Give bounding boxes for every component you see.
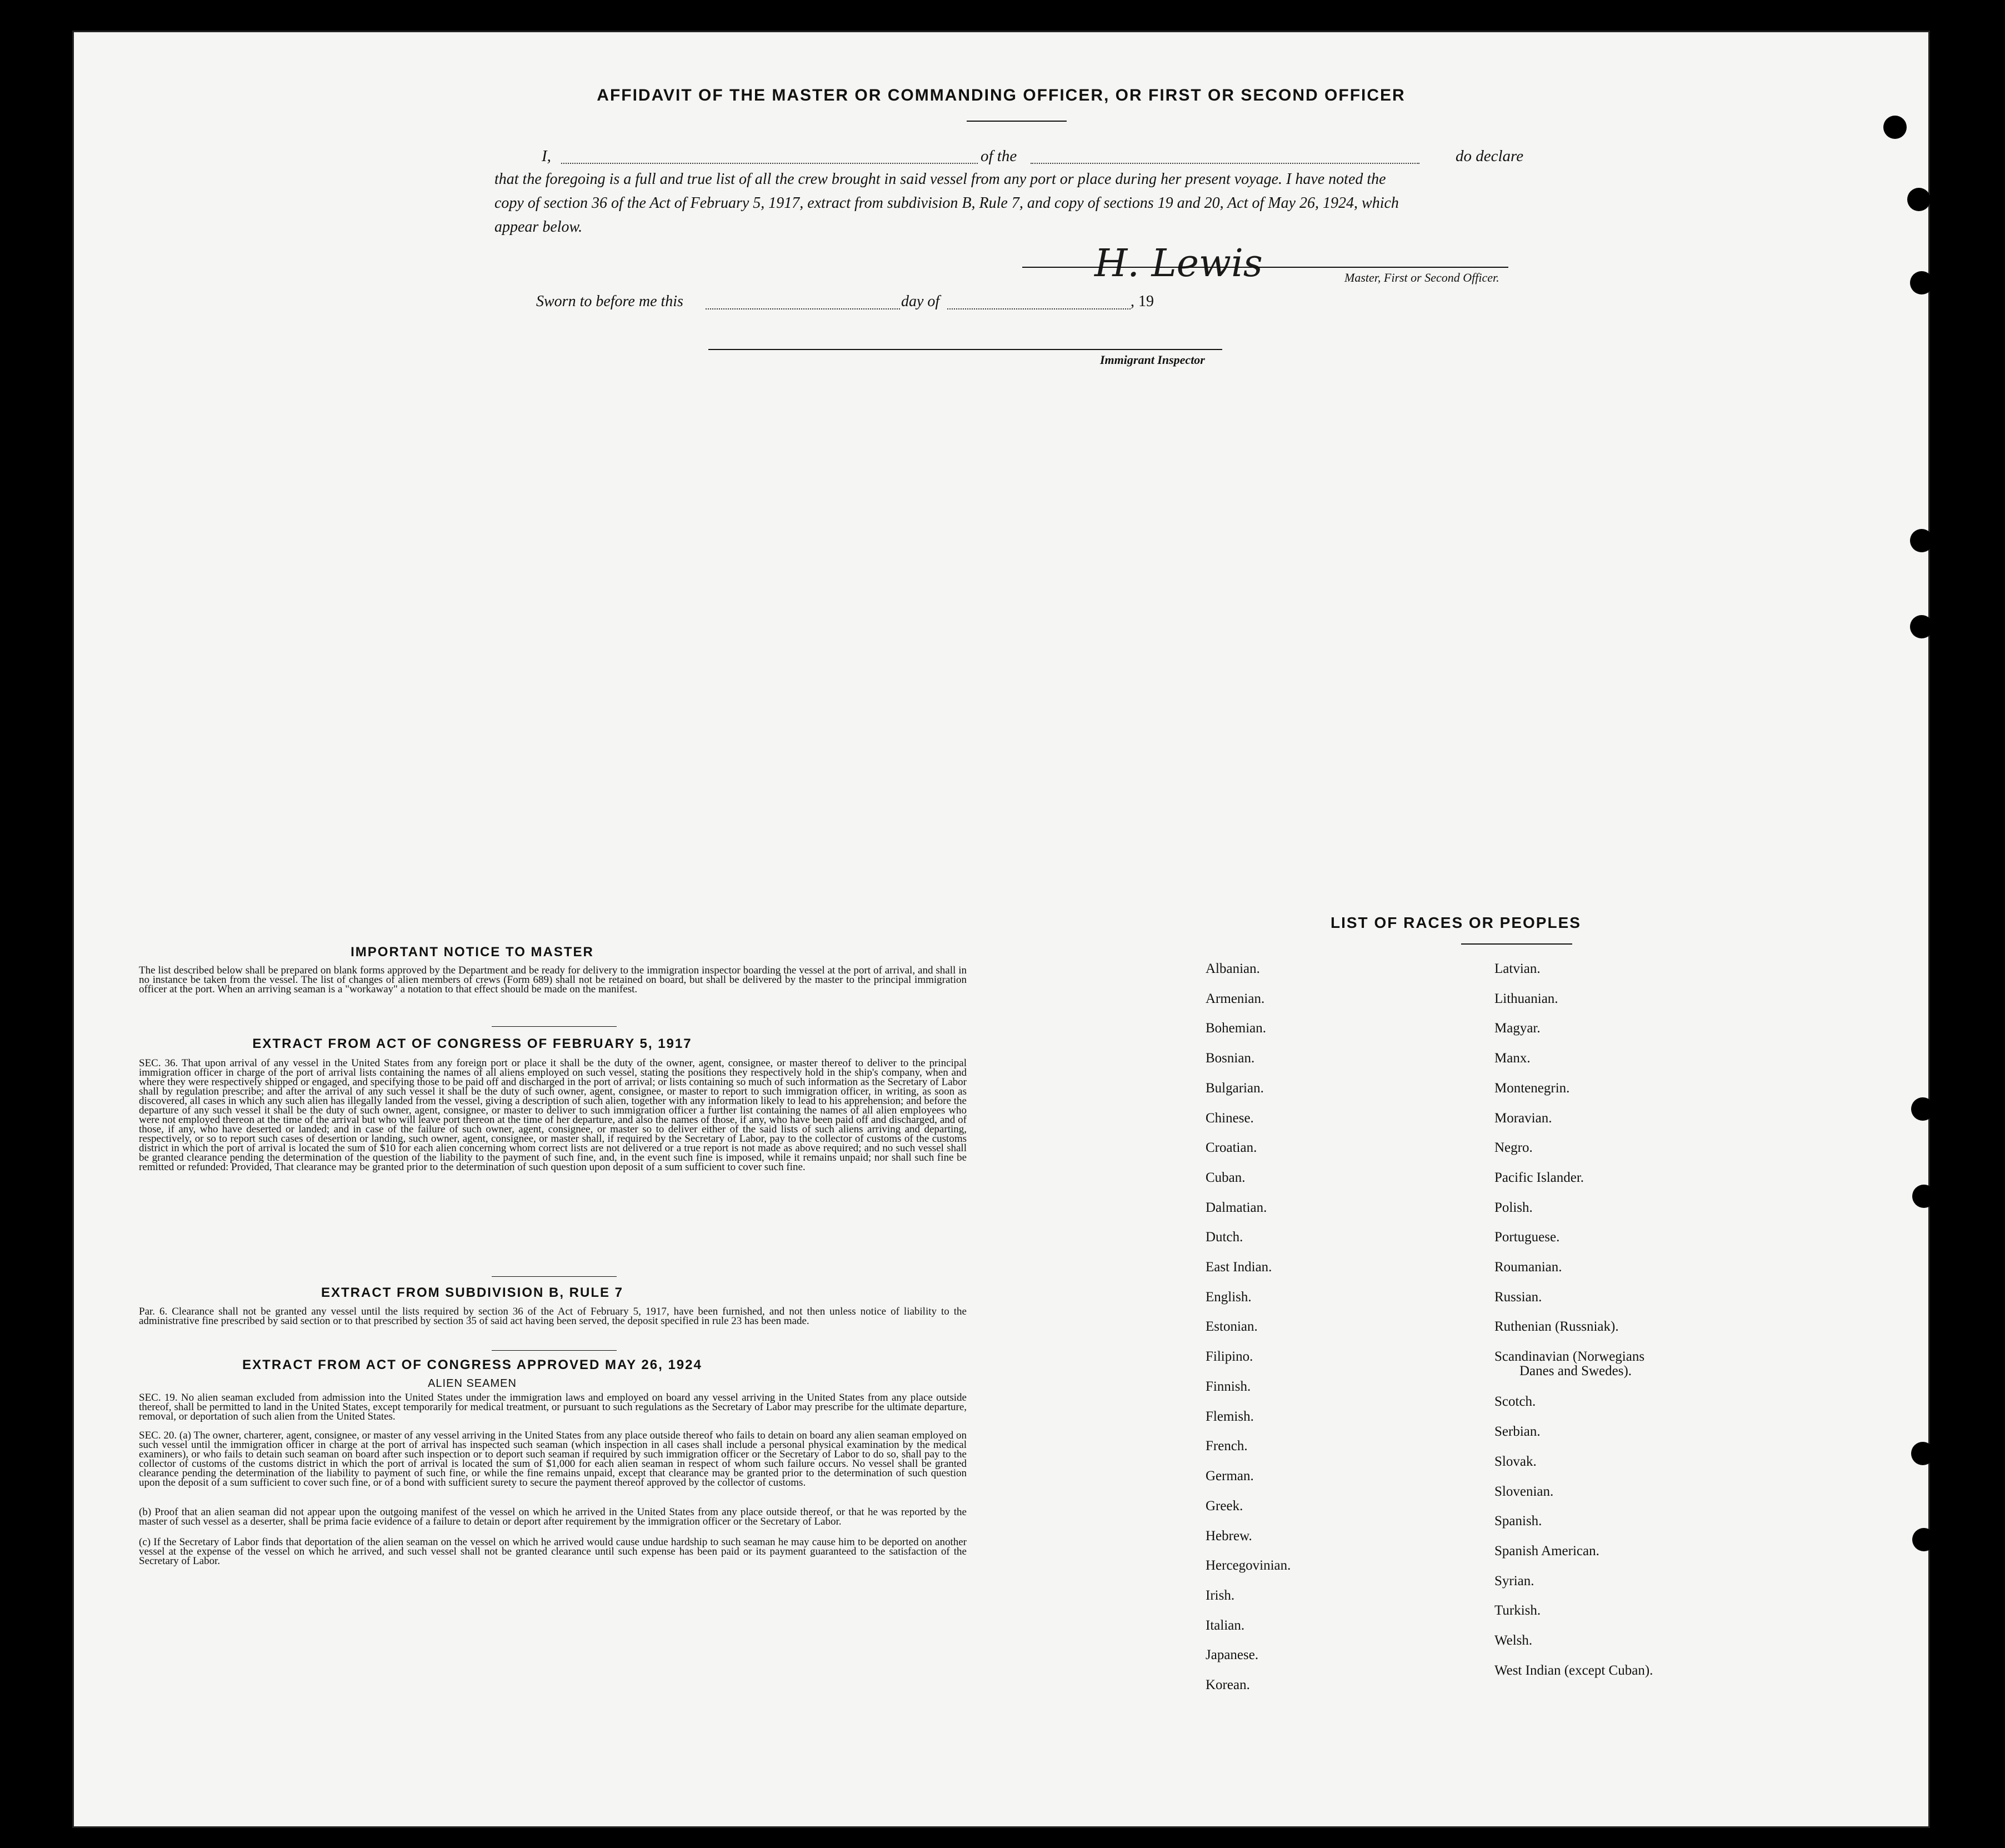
race-item: Danes and Swedes). xyxy=(1519,1363,1632,1378)
race-item: English. xyxy=(1206,1290,1252,1305)
affidavit-line-4: appear below. xyxy=(494,218,583,236)
notice-body: The list described below shall be prepared on blank forms approved by the Department and be ready for delivery to the immigration inspector boarding the vessel at the port of arrival, and shall in no instance be taken from the vessel. The list of changes of alien members of crews (Form 689) shall not be retained on board, but shall be delivered by the master to the principal immigration officer at the port. When an arriving seaman is a "workaway" a notation to that effect should be made on the manifest. xyxy=(139,965,967,995)
race-item: Welsh. xyxy=(1494,1633,1533,1648)
race-item: Bosnian. xyxy=(1206,1051,1255,1066)
race-item: Irish. xyxy=(1206,1588,1235,1603)
race-item: Syrian. xyxy=(1494,1574,1534,1589)
punch-hole xyxy=(1910,271,1933,294)
punch-hole xyxy=(1907,188,1931,211)
race-item: Armenian. xyxy=(1206,991,1265,1006)
race-item: French. xyxy=(1206,1439,1248,1454)
race-item: Spanish American. xyxy=(1494,1544,1599,1559)
race-item: Slovak. xyxy=(1494,1454,1537,1469)
race-item: German. xyxy=(1206,1469,1254,1484)
race-item: Chinese. xyxy=(1206,1111,1254,1126)
affidavit-i: I, xyxy=(542,147,551,165)
race-item: Manx. xyxy=(1494,1051,1531,1066)
race-item: Ruthenian (Russniak). xyxy=(1494,1319,1619,1334)
races-heading: LIST OF RACES OR PEOPLES xyxy=(1331,914,1581,931)
extract-1924-sec20a: SEC. 20. (a) The owner, charterer, agent, consignee, or master of any vessel arriving in the United States from any place outside thereof who fails to detain on board any alien seaman employed on such vessel until the immigration officer in charge at the port of arrival has inspected such seaman (which inspection in all cases shall include a personal physical examination by the medical examiners), or who fails to detain such seaman on board after such inspection or to deport such seaman if required by such immigration officer or the Secretary of Labor to do so, shall pay to the collector of customs of the customs district in which the port of arrival is located the sum of $1,000 for each alien seaman in respect of whom such failure occurs. No vessel shall be granted clearance pending the determination of the liability to payment of such fine, or while the fine remains unpaid, except that clearance may be granted prior to the determination of such question upon the deposit of a sum sufficient to cover such fine, or of a bond with sufficient surety to secure the payment thereof approved by the collector of customs. xyxy=(139,1430,967,1489)
affidavit-line-3: copy of section 36 of the Act of February 5, 1917, extract from subdivision B, Rule 7, and copy of sections 19 and 20, Act of May 26, 1924, which xyxy=(494,194,1399,212)
extract-1924-sec20b: (b) Proof that an alien seaman did not appear upon the outgoing manifest of the vessel on which he arrived in the United States from any place outside thereof, or that he was reported by the master of such vessel as a deserter, shall be prima facie evidence of a failure to detain or deport after requirement by the immigration officer or the Secretary of Labor. xyxy=(139,1506,967,1527)
race-item: Cuban. xyxy=(1206,1170,1246,1185)
punch-hole xyxy=(1911,1442,1934,1465)
master-signature: H. Lewis xyxy=(1094,242,1263,286)
extract-1924-subheading: ALIEN SEAMEN xyxy=(428,1377,517,1390)
affidavit-of-the: of the xyxy=(981,147,1017,165)
race-item: Montenegrin. xyxy=(1494,1081,1570,1096)
race-item: Russian. xyxy=(1494,1290,1542,1305)
race-item: Dalmatian. xyxy=(1206,1200,1267,1215)
race-item: Magyar. xyxy=(1494,1021,1541,1036)
race-item: Moravian. xyxy=(1494,1111,1552,1126)
race-item: Roumanian. xyxy=(1494,1260,1562,1275)
heading-underline xyxy=(967,121,1067,122)
race-item: Lithuanian. xyxy=(1494,991,1558,1006)
races-underline xyxy=(1461,943,1572,945)
race-item: Scotch. xyxy=(1494,1394,1536,1409)
vessel-blank xyxy=(1031,163,1419,164)
extract-1917-heading: EXTRACT FROM ACT OF CONGRESS OF FEBRUARY 5, 1917 xyxy=(252,1036,692,1051)
notice-divider xyxy=(492,1026,617,1027)
punch-hole xyxy=(1911,1097,1934,1121)
race-item: Turkish. xyxy=(1494,1603,1541,1618)
race-item: Slovenian. xyxy=(1494,1484,1554,1499)
extract-1924-sec19: SEC. 19. No alien seaman excluded from admission into the United States under the immigration laws and employed on board any vessel arriving in the United States from any place outside thereof, shall be permitted to land in the United States, except temporarily for medical treatment, or pursuant to such regulations as the Secretary of Labor may prescribe for the ultimate departure, removal, or deportation of such alien from the United States. xyxy=(139,1392,967,1422)
punch-hole xyxy=(1910,529,1933,552)
race-item: Flemish. xyxy=(1206,1409,1254,1424)
extract-1924-sec20c: (c) If the Secretary of Labor finds that deportation of the alien seaman on the vessel on which he arrived would cause undue hardship to such seaman he may cause him to be deported on another vessel at the expense of the vessel on which he arrived, and such vessel shall not be granted clearance until such expense has been paid or its payment guaranteed to the satisfaction of the Secretary of Labor. xyxy=(139,1536,967,1567)
notice-heading: IMPORTANT NOTICE TO MASTER xyxy=(351,945,594,960)
signature-line xyxy=(1022,267,1508,268)
inspector-line xyxy=(708,349,1222,350)
extract-1924-heading: EXTRACT FROM ACT OF CONGRESS APPROVED MAY 26, 1924 xyxy=(242,1357,702,1372)
race-item: Japanese. xyxy=(1206,1647,1259,1662)
affidavit-heading: AFFIDAVIT OF THE MASTER OR COMMANDING OFFICER, OR FIRST OR SECOND OFFICER xyxy=(597,86,1406,104)
race-item: Hebrew. xyxy=(1206,1529,1252,1544)
race-item: Scandinavian (Norwegians xyxy=(1494,1349,1645,1364)
race-item: Polish. xyxy=(1494,1200,1533,1215)
sworn-text: Sworn to before me this xyxy=(536,293,683,310)
inspector-caption: Immigrant Inspector xyxy=(1100,353,1205,367)
race-item: Negro. xyxy=(1494,1140,1533,1155)
race-item: Italian. xyxy=(1206,1618,1245,1633)
race-item: Bulgarian. xyxy=(1206,1081,1264,1096)
extract-rule7-body: Par. 6. Clearance shall not be granted any vessel until the lists required by section 36 of the Act of February 5, 1917, have been furnished, and not then unless notice of liability to the administrative fine prescribed by said section or to that prescribed by section 35 of said act having been served, the deposit specified in rule 23 has been made. xyxy=(139,1306,967,1327)
punch-hole xyxy=(1883,116,1907,139)
extract-1917-divider xyxy=(492,1276,617,1277)
day-of-text: day of xyxy=(901,293,940,310)
race-item: Greek. xyxy=(1206,1499,1243,1514)
race-item: Spanish. xyxy=(1494,1514,1542,1529)
race-item: Serbian. xyxy=(1494,1424,1541,1439)
punch-hole xyxy=(1910,615,1933,638)
extract-1917-body: SEC. 36. That upon arrival of any vessel in the United States from any foreign port or place it shall be the duty of the owner, agent, consignee, or master thereof to deliver to the principal immigration officer in charge of the port of arrival lists containing the names of all aliens employed on such vessel, stating the positions they respectively hold in the ship's company, when and where they were respectively shipped or engaged, and specifying those to be paid off and discharged in the port of arrival; or lists containing so much of such information as the Secretary of Labor shall by regulation prescribe; and after the arrival of any such vessel it shall be the duty of such owner, agent, consignee, or master to report to such immigration officer, in writing, as soon as discovered, all cases in which any such alien has illegally landed from the vessel, giving a description of such alien, together with any information likely to lead to his apprehension; and before the departure of any such vessel it shall be the duty of such owner, agent, consignee, or master to deliver to such immigration officer a further list containing the names of all alien employees who were not employed thereon at the time of the arrival but who will leave port thereon at the time of her departure, and also the names of those, if any, who have been paid off and discharged, and of those, if any, who have deserted or landed; and in case of the failure of such owner, agent, consignee, or master so to deliver either of the said lists of such aliens arriving and departing, respectively, or so to report such cases of desertion or landing, such owner, agent, consignee, or master shall, if required by the Secretary of Labor, pay to the collector of customs of the customs district in which the port of arrival is located the sum of $10 for each alien concerning whom correct lists are not delivered or a true report is not made as above required; and no such vessel shall be granted clearance pending the determination of the question of the liability to the payment of such fine, and, in the event such fine is imposed, while it remains unpaid; nor shall such fine be remitted or refunded: Provided, That clearance may be granted prior to the determination of such question upon deposit of a sum sufficient to cover such fine. xyxy=(139,1057,967,1173)
race-item: Pacific Islander. xyxy=(1494,1170,1584,1185)
document-page xyxy=(72,31,1930,1828)
race-item: Dutch. xyxy=(1206,1230,1243,1245)
signer-caption: Master, First or Second Officer. xyxy=(1344,271,1499,284)
race-item: Albanian. xyxy=(1206,961,1260,976)
affidavit-do-declare: do declare xyxy=(1456,147,1524,165)
punch-hole xyxy=(1912,1185,1936,1208)
race-item: Korean. xyxy=(1206,1677,1250,1692)
race-item: Finnish. xyxy=(1206,1379,1251,1394)
race-item: East Indian. xyxy=(1206,1260,1272,1275)
race-item: Hercegovinian. xyxy=(1206,1558,1291,1573)
race-item: Latvian. xyxy=(1494,961,1541,976)
race-item: West Indian (except Cuban). xyxy=(1494,1663,1653,1678)
extract-rule7-divider xyxy=(492,1350,617,1351)
extract-rule7-heading: EXTRACT FROM SUBDIVISION B, RULE 7 xyxy=(321,1285,624,1300)
race-item: Bohemian. xyxy=(1206,1021,1267,1036)
sworn-day-blank xyxy=(706,308,900,309)
year-prefix: , 19 xyxy=(1131,293,1154,310)
race-item: Estonian. xyxy=(1206,1319,1258,1334)
race-item: Croatian. xyxy=(1206,1140,1257,1155)
race-item: Portuguese. xyxy=(1494,1230,1560,1245)
affidavit-line-2: that the foregoing is a full and true list of all the crew brought in said vessel from any port or place during her present voyage. I have noted the xyxy=(494,171,1386,188)
sworn-month-blank xyxy=(947,308,1131,309)
punch-hole xyxy=(1912,1528,1936,1551)
name-blank xyxy=(561,163,978,164)
race-item: Filipino. xyxy=(1206,1349,1253,1364)
